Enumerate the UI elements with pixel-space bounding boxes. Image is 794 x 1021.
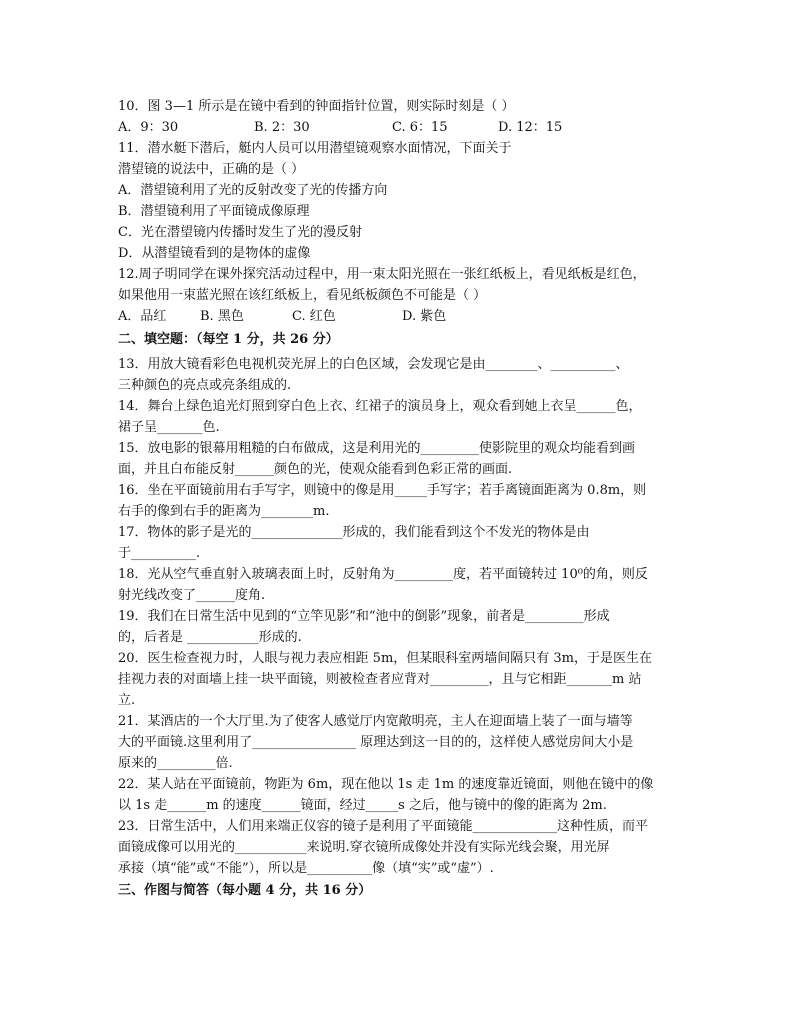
question-19 bbox=[118, 606, 684, 648]
question-10 bbox=[118, 96, 684, 138]
option-b: B. 2：30 bbox=[254, 120, 310, 135]
exam-page bbox=[118, 96, 684, 905]
option-d: D. 12：15 bbox=[498, 120, 563, 135]
question-12 bbox=[118, 264, 684, 327]
option-a: A．品红 bbox=[118, 309, 167, 324]
question-14-line-2: 裙子呈_______色. bbox=[118, 420, 220, 435]
question-12-stem-cont: 如果他用一束蓝光照在该红纸板上，看见纸板颜色不可能是（ ） bbox=[118, 288, 487, 303]
question-21 bbox=[118, 711, 684, 774]
question-10-options bbox=[118, 117, 684, 138]
question-22 bbox=[118, 774, 684, 816]
question-22-line-2: 以 1s 走______m 的速度______镜面，经过_____s 之后，他与镜中的像的距离为 2m. bbox=[118, 798, 607, 813]
question-13 bbox=[118, 354, 684, 396]
question-21-line-1: 21．某酒店的一个大厅里.为了使客人感觉厅内宽敞明亮，主人在迎面墙上装了一面与墙等 bbox=[118, 714, 633, 729]
question-17 bbox=[118, 522, 684, 564]
option-a: A．9：30 bbox=[118, 120, 179, 135]
question-15-line-1: 15．放电影的银幕用粗糙的白布做成，这是利用光的_________使影院里的观众均能看到画 bbox=[118, 441, 636, 456]
question-13-line-1: 13．用放大镜看彩色电视机荧光屏上的白色区域，会发现它是由________、__________、 bbox=[118, 357, 629, 372]
question-15-line-2: 面，并且白布能反射______颜色的光，使观众能看到色彩正常的画面. bbox=[118, 462, 513, 477]
question-11-stem-cont: 潜望镜的说法中，正确的是（ ） bbox=[118, 162, 305, 177]
option-d: D．从潜望镜看到的是物体的虚像 bbox=[118, 246, 311, 261]
question-10-stem: 10．图 3—1 所示是在镜中看到的钟面指针位置，则实际时刻是（ ） bbox=[118, 99, 515, 114]
option-d: D. 紫色 bbox=[402, 309, 447, 324]
question-16 bbox=[118, 480, 684, 522]
question-11 bbox=[118, 138, 684, 264]
question-19-line-1: 19．我们在日常生活中见到的“立竿见影”和“池中的倒影”现象，前者是_________形成 bbox=[118, 609, 610, 624]
question-17-line-2: 于__________. bbox=[118, 546, 201, 561]
question-16-line-2: 右手的像到右手的距离为________m. bbox=[118, 504, 330, 519]
question-23-line-1: 23．日常生活中，人们用来端正仪容的镜子是利用了平面镜能_____________这种性质，而平 bbox=[118, 819, 649, 834]
question-16-line-1: 16．坐在平面镜前用右手写字，则镜中的像是用_____手写字；若手离镜面距离为 0.8m，则 bbox=[118, 483, 647, 498]
question-20-line-2: 挂视力表的对面墙上挂一块平面镜，则被检查者应背对_________，且与它相距_______m 站 bbox=[118, 672, 642, 687]
section-2-title: 二、填空题：（每空 1 分，共 26 分） bbox=[118, 332, 339, 347]
question-22-line-1: 22．某人站在平面镜前，物距为 6m，现在他以 1s 走 1m 的速度靠近镜面，则他在镜中的像 bbox=[118, 777, 654, 792]
question-21-line-2: 大的平面镜.这里利用了________________ 原理达到这一目的的，这样使人感觉房间大小是 bbox=[118, 735, 634, 750]
question-21-line-3: 原来的_________倍. bbox=[118, 756, 233, 771]
option-a: A．潜望镜利用了光的反射改变了光的传播方向 bbox=[118, 183, 388, 198]
question-14-line-1: 14．舞台上绿色追光灯照到穿白色上衣、红裙子的演员身上，观众看到她上衣呈______色， bbox=[118, 399, 642, 414]
option-c: C. 6：15 bbox=[392, 120, 448, 135]
question-12-options bbox=[118, 306, 684, 327]
question-20-line-3: 立. bbox=[118, 693, 136, 708]
question-14 bbox=[118, 396, 684, 438]
question-23-line-2: 面镜成像可以用光的___________来说明.穿衣镜所成像处并没有实际光线会聚，用光屏 bbox=[118, 840, 610, 855]
option-c: C．光在潜望镜内传播时发生了光的漫反射 bbox=[118, 225, 362, 240]
question-23-line-3: 承接（填“能”或“不能”），所以是__________像（填“实”或“虚”）. bbox=[118, 861, 494, 876]
question-18-line-2: 射光线改变了______度角. bbox=[118, 588, 266, 603]
option-b: B．潜望镜利用了平面镜成像原理 bbox=[118, 204, 310, 219]
question-12-stem: 12.周子明同学在课外探究活动过程中，用一束太阳光照在一张红纸板上，看见纸板是红色， bbox=[118, 267, 646, 282]
question-20 bbox=[118, 648, 684, 711]
question-11-stem: 11．潜水艇下潜后，艇内人员可以用潜望镜观察水面情况，下面关于 bbox=[118, 141, 512, 156]
section-3-title: 三、作图与简答（每小题 4 分，共 16 分） bbox=[118, 883, 372, 898]
question-17-line-1: 17．物体的影子是光的______________形成的，我们能看到这个不发光的物体是由 bbox=[118, 525, 590, 540]
question-20-line-1: 20．医生检查视力时，人眼与视力表应相距 5m，但某眼科室两墙间隔只有 3m，于是医生在 bbox=[118, 651, 653, 666]
question-18 bbox=[118, 564, 684, 606]
question-15 bbox=[118, 438, 684, 480]
question-18-line-1: 18．光从空气垂直射入玻璃表面上时，反射角为_________度，若平面镜转过 10⁰的角，则反 bbox=[118, 567, 648, 582]
option-b: B. 黑色 bbox=[200, 309, 244, 324]
option-c: C. 红色 bbox=[292, 309, 336, 324]
question-13-line-2: 三种颜色的亮点或亮条组成的. bbox=[118, 378, 292, 393]
question-23 bbox=[118, 816, 684, 879]
question-19-line-2: 的，后者是 ___________形成的. bbox=[118, 630, 302, 645]
